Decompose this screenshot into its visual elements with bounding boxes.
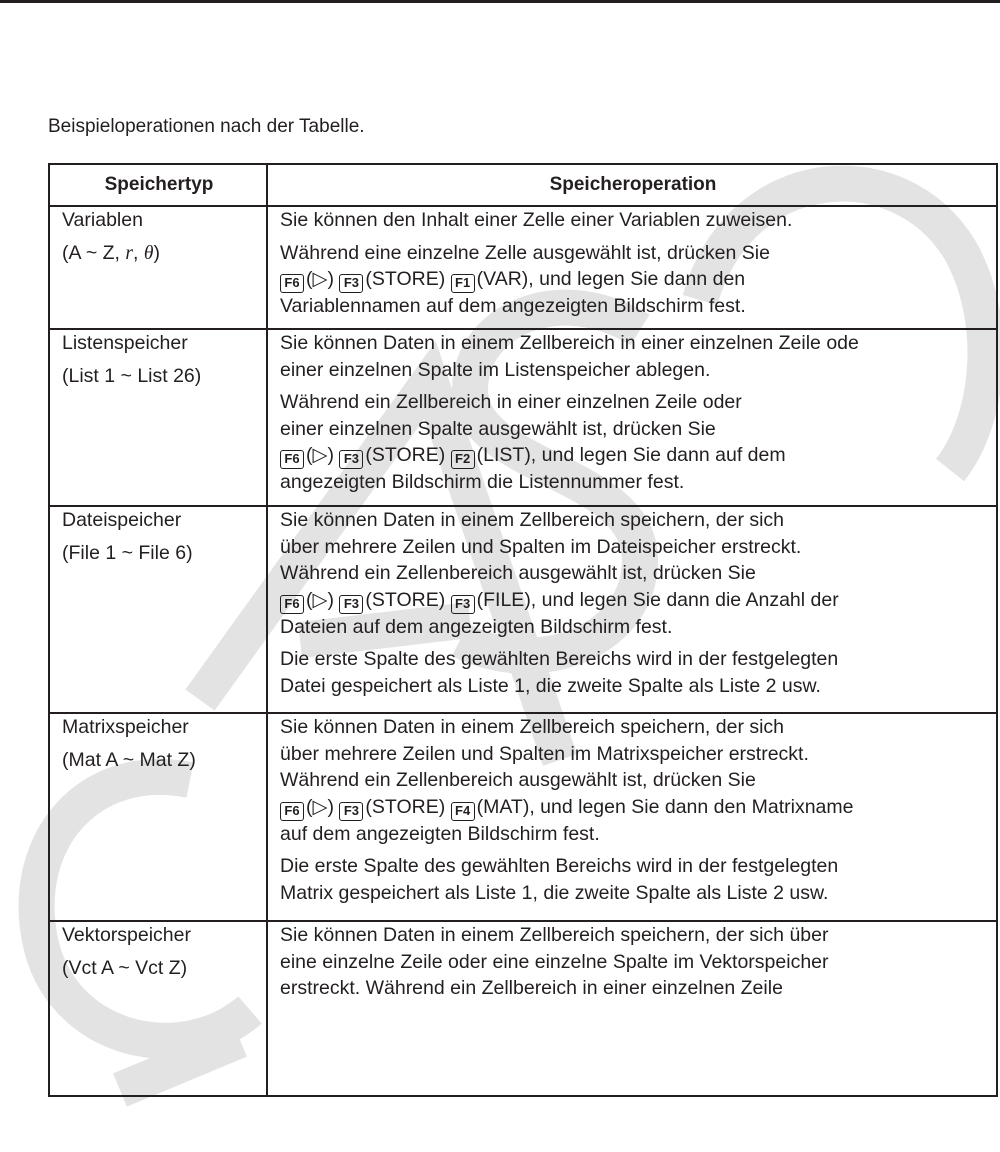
- instruction: Sie können Daten in einem Zellbereich speichern, der sich über mehrere Zeilen und Spalten im Matrixspeicher erstreckt. Während ein Zellenbereich ausgewählt ist, drücken Sie F6 (▷) F3 (STORE) F4 (MAT), und legen Sie dann den Matrixname auf dem angezeigten Bildschirm fest.: [280, 714, 986, 847]
- top-rule: [0, 0, 1000, 3]
- type-name: Variablen: [62, 209, 143, 231]
- table-row: [49, 329, 997, 506]
- table-row: [49, 921, 997, 1096]
- instruction: Sie können Daten in einem Zellbereich speichern, der sich über mehrere Zeilen und Spalten im Dateispeicher erstreckt. Während ein Zellenbereich ausgewählt ist, drücken Sie F6 (▷) F3 (STORE) F3 (FILE), und legen Sie dann die Anzahl der Dateien auf dem angezeigten Bildschirm fest.: [280, 507, 986, 640]
- table-header-row: [49, 164, 997, 206]
- f3-key-icon: F3: [339, 450, 363, 469]
- intro-text: Beispieloperationen nach der Tabelle.: [48, 116, 365, 137]
- type-name: Listenspeicher: [62, 332, 188, 354]
- f6-key-icon: F6: [280, 450, 304, 469]
- f3-key-icon: F3: [339, 802, 363, 821]
- table-row: [49, 713, 997, 921]
- f3-key-icon: F3: [339, 595, 363, 614]
- operation-cell-matrixspeicher: [267, 713, 997, 921]
- type-name: Vektorspeicher: [62, 924, 191, 946]
- f6-key-icon: F6: [280, 802, 304, 821]
- type-name: Dateispeicher: [62, 509, 182, 531]
- type-cell-matrixspeicher: [49, 713, 267, 921]
- table-row: [49, 206, 997, 329]
- instruction: Während eine einzelne Zelle ausgewählt ist, drücken Sie F6 (▷) F3 (STORE) F1 (VAR), und legen Sie dann den Variablennamen auf dem angezeigten Bildschirm fest.: [280, 240, 986, 320]
- f6-key-icon: F6: [280, 595, 304, 614]
- header-speichertyp: Speichertyp: [49, 164, 267, 206]
- type-cell-vektorspeicher: [49, 921, 267, 1096]
- type-range: (File 1 ~ File 6): [62, 541, 193, 564]
- f4-key-icon: F4: [451, 802, 475, 821]
- type-range: (Vct A ~ Vct Z): [62, 956, 188, 979]
- header-speicheroperation: Speicheroperation: [267, 164, 997, 206]
- f3-key-icon: F3: [339, 274, 363, 293]
- note: Die erste Spalte des gewählten Bereichs wird in der festgelegten Matrix gespeichert als Liste 1, die zweite Spalte als Liste 2 usw.: [280, 855, 839, 904]
- description: Sie können den Inhalt einer Zelle einer Variablen zuweisen.: [280, 209, 793, 231]
- type-range: (A ~ Z, r, θ): [62, 241, 160, 264]
- description: Sie können Daten in einem Zellbereich in einer einzelnen Zeile ode einer einzelnen Spalte im Listenspeicher ablegen.: [280, 332, 859, 381]
- f6-key-icon: F6: [280, 274, 304, 293]
- type-range: (Mat A ~ Mat Z): [62, 748, 196, 771]
- instruction: Während ein Zellbereich in einer einzelnen Zeile oder einer einzelnen Spalte ausgewählt ist, drücken Sie F6 (▷) F3 (STORE) F2 (LIST), und legen Sie dann auf dem angezeigten Bildschirm die Listennummer fest.: [280, 389, 986, 496]
- operation-cell-variablen: [267, 206, 997, 329]
- operation-cell-vektorspeicher: [267, 921, 997, 1096]
- note: Die erste Spalte des gewählten Bereichs wird in der festgelegten Datei gespeichert als Liste 1, die zweite Spalte als Liste 2 usw.: [280, 648, 839, 697]
- key-sequence: F6 (▷) F3 (STORE) F4 (MAT), und legen Sie dann den Matrixname: [280, 794, 986, 821]
- f2-key-icon: F2: [451, 450, 475, 469]
- description: Sie können Daten in einem Zellbereich speichern, der sich über eine einzelne Zeile oder eine einzelne Spalte im Vektorspeicher erstreckt. Während ein Zellbereich in einer einzelnen Zeile: [280, 924, 829, 999]
- type-cell-listenspeicher: [49, 329, 267, 506]
- f1-key-icon: F1: [451, 274, 475, 293]
- key-sequence: F6 (▷) F3 (STORE) F3 (FILE), und legen Sie dann die Anzahl der: [280, 587, 986, 614]
- type-cell-dateispeicher: [49, 506, 267, 713]
- key-sequence: F6 (▷) F3 (STORE) F1 (VAR), und legen Sie dann den: [280, 266, 986, 293]
- operation-cell-listenspeicher: [267, 329, 997, 506]
- memory-type-table: [48, 163, 998, 1097]
- f3-key-icon: F3: [451, 595, 475, 614]
- operation-cell-dateispeicher: [267, 506, 997, 713]
- table-row: [49, 506, 997, 713]
- type-name: Matrixspeicher: [62, 716, 189, 738]
- type-cell-variablen: [49, 206, 267, 329]
- key-sequence: F6 (▷) F3 (STORE) F2 (LIST), und legen Sie dann auf dem: [280, 442, 986, 469]
- type-range: (List 1 ~ List 26): [62, 364, 202, 387]
